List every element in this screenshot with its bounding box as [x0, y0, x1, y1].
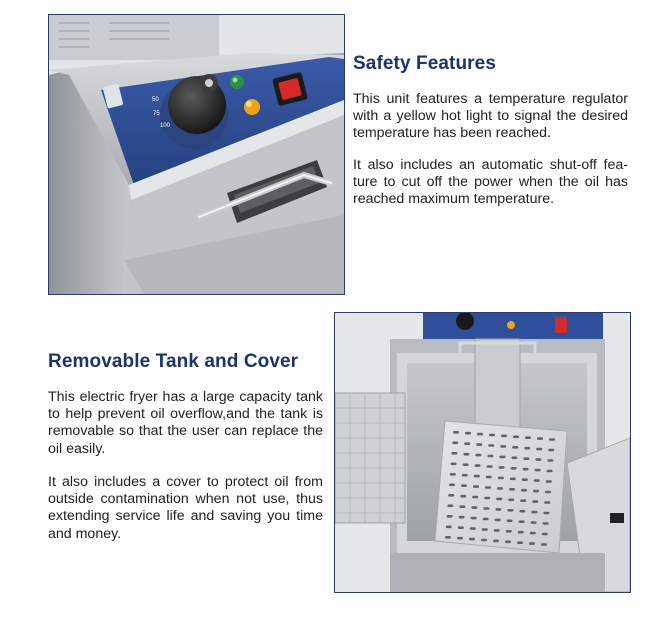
plate-hole — [485, 486, 491, 489]
yellow-heat-light-icon — [244, 99, 260, 115]
plate-hole — [445, 536, 451, 539]
plate-hole — [511, 467, 517, 470]
plate-hole — [511, 457, 517, 460]
plate-hole — [471, 506, 477, 509]
plate-hole — [458, 526, 464, 529]
plate-hole — [547, 470, 553, 473]
plate-hole — [542, 533, 548, 536]
plate-hole — [545, 491, 551, 494]
plate-hole — [495, 519, 501, 522]
plate-hole — [531, 521, 537, 524]
plate-hole — [520, 499, 526, 502]
plate-hole — [475, 454, 481, 457]
svg-text:50: 50 — [152, 97, 159, 103]
plate-hole — [508, 499, 514, 502]
plate-hole — [453, 431, 459, 434]
plate-hole — [497, 487, 503, 490]
plate-hole — [464, 442, 470, 445]
plate-hole — [541, 543, 547, 546]
plate-hole — [536, 448, 542, 451]
plate-hole — [452, 442, 458, 445]
plate-hole — [496, 498, 502, 501]
plate-hole — [472, 496, 478, 499]
perforated-plate-icon — [435, 421, 567, 553]
plate-hole — [513, 436, 519, 439]
basket-icon — [335, 393, 405, 523]
plate-hole — [483, 518, 489, 521]
plate-hole — [533, 490, 539, 493]
plate-hole — [486, 476, 492, 479]
svg-text:75: 75 — [153, 111, 160, 117]
plate-hole — [473, 485, 479, 488]
plate-hole — [459, 505, 465, 508]
plate-hole — [447, 505, 453, 508]
plate-hole — [499, 456, 505, 459]
plate-hole — [530, 532, 536, 535]
plate-hole — [476, 443, 482, 446]
plate-hole — [505, 541, 511, 544]
plate-hole — [465, 432, 471, 435]
plate-hole — [463, 453, 469, 456]
plate-hole — [517, 541, 523, 544]
plate-hole — [518, 531, 524, 534]
plate-hole — [507, 509, 513, 512]
plate-hole — [537, 437, 543, 440]
plate-hole — [535, 469, 541, 472]
plate-hole — [507, 520, 513, 523]
plate-hole — [487, 465, 493, 468]
plate-hole — [506, 530, 512, 533]
tank-paragraph-capacity: This electric fryer has a large capacity tank to help prevent oil overflow,and the tank is removable so that the user can replace the oil easily. — [48, 389, 323, 457]
plate-hole — [488, 444, 494, 447]
plate-hole — [450, 473, 456, 476]
plate-hole — [484, 497, 490, 500]
plate-hole — [523, 457, 529, 460]
plate-hole — [469, 538, 475, 541]
plate-hole — [451, 463, 457, 466]
plate-hole — [463, 463, 469, 466]
plate-hole — [525, 436, 531, 439]
plate-hole — [522, 478, 528, 481]
plate-hole — [448, 494, 454, 497]
fryer-control-panel-photo — [48, 14, 345, 295]
plate-hole — [475, 464, 481, 467]
plate-hole — [543, 512, 549, 515]
plate-hole — [494, 529, 500, 532]
plate-hole — [483, 507, 489, 510]
plate-hole — [447, 515, 453, 518]
plate-hole — [523, 468, 529, 471]
plate-hole — [529, 542, 535, 545]
plate-hole — [499, 466, 505, 469]
plate-hole — [498, 477, 504, 480]
plate-hole — [481, 539, 487, 542]
plate-hole — [487, 455, 493, 458]
safety-paragraph-shutoff: It also includes an automatic shut-off fea-ture to cut off the power when the oil has reached maximum temperature. — [353, 157, 628, 208]
plate-hole — [532, 500, 538, 503]
background-vent — [49, 15, 219, 60]
plate-hole — [544, 501, 550, 504]
plate-hole — [477, 433, 483, 436]
plate-hole — [547, 459, 553, 462]
plate-hole — [510, 478, 516, 481]
plate-hole — [549, 438, 555, 441]
plate-hole — [524, 447, 530, 450]
plate-hole — [519, 510, 525, 513]
plate-hole — [489, 434, 495, 437]
plate-hole — [543, 522, 549, 525]
control-panel — [423, 313, 603, 339]
plate-hole — [521, 489, 527, 492]
plate-hole — [495, 508, 501, 511]
plate-hole — [535, 458, 541, 461]
plate-hole — [493, 540, 499, 543]
plate-hole — [470, 527, 476, 530]
plate-hole — [501, 435, 507, 438]
plate-hole — [459, 516, 465, 519]
tank-paragraph-cover: It also includes a cover to protect oil from outside contamination when not use, thus extending service life and saving you time and money. — [48, 474, 323, 542]
plate-hole — [500, 445, 506, 448]
plate-hole — [519, 520, 525, 523]
plate-hole — [471, 517, 477, 520]
plate-hole — [451, 452, 457, 455]
safety-paragraph-temperature: This unit features a temperature regulator with a yellow hot light to signal the desired temperature has been reached. — [353, 91, 628, 142]
plate-hole — [457, 537, 463, 540]
plate-hole — [460, 495, 466, 498]
plate-hole — [474, 475, 480, 478]
plate-hole — [509, 488, 515, 491]
removable-tank-heading: Removable Tank and Cover — [48, 351, 299, 372]
plate-hole — [482, 528, 488, 531]
plate-hole — [461, 484, 467, 487]
plate-hole — [534, 479, 540, 482]
safety-features-heading: Safety Features — [353, 53, 497, 74]
plate-hole — [462, 474, 468, 477]
green-power-light-icon — [230, 75, 244, 89]
plate-hole — [512, 446, 518, 449]
plate-hole — [446, 526, 452, 529]
plate-hole — [449, 484, 455, 487]
fryer-tank-photo — [334, 312, 631, 593]
plate-hole — [546, 480, 552, 483]
plate-hole — [548, 449, 554, 452]
plate-hole — [531, 511, 537, 514]
svg-text:100: 100 — [160, 123, 171, 129]
